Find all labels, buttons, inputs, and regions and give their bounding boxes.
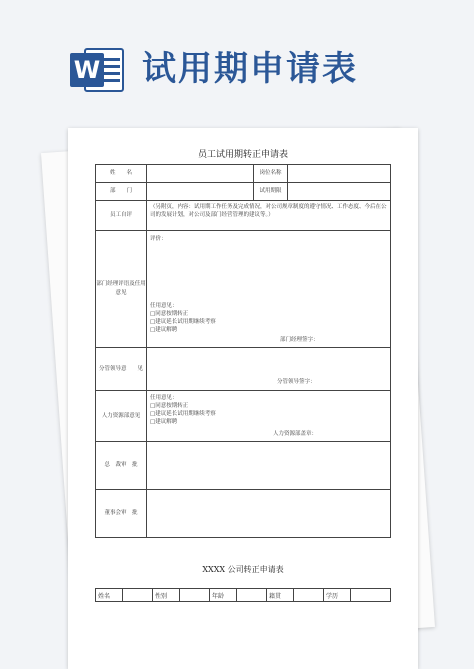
department-label: 部 门 [96,183,147,201]
period-value[interactable] [288,183,391,201]
word-icon [70,46,128,94]
sub-header-gender: 性别 [153,589,180,602]
position-label: 岗位名称 [254,165,288,183]
self-eval-note: （另附页，内容：试用期工作任务及完成情况，对公司规章制度的遵守情况、工作态度、今后在公司的发展计划，对公司及部门经营管理的建议等。） [147,201,391,231]
leader-sign: 分管领导签字： [277,379,316,385]
department-value[interactable] [147,183,254,201]
sub-header-age: 年龄 [210,589,237,602]
document-page [68,128,418,669]
dept-option-extend[interactable]: □建议延长试用期继续考察 [150,319,216,325]
document-title: 员工试用期转正申请表 [197,150,288,160]
sub-value-origin[interactable] [294,589,324,602]
hr-option-dismiss[interactable]: □建议解聘 [150,419,178,425]
hr-option-extend[interactable]: □建议延长试用期继续考察 [150,411,216,417]
hr-opinion-label: 任用意见： [150,395,178,401]
dept-manager-label: 部门经理评语及任用意见 [96,231,147,348]
sub-info-table [95,588,391,602]
ceo-label: 总 裁审 批 [96,442,147,490]
dept-manager-sign: 部门经理签字： [280,337,319,343]
hr-sign: 人力资源部盖章： [273,431,318,437]
dept-opinion-label: 任用意见： [150,303,178,309]
position-value[interactable] [288,165,391,183]
leader-cell[interactable] [147,348,391,391]
hr-option-approve[interactable]: □同意按期转正 [150,403,189,409]
self-eval-label: 员工自评 [96,201,147,231]
dept-option-dismiss[interactable]: □建议解聘 [150,327,178,333]
sub-header-name: 姓名 [96,589,123,602]
sub-value-age[interactable] [237,589,267,602]
banner [0,0,474,120]
application-form-table [95,164,391,538]
sub-value-gender[interactable] [180,589,210,602]
leader-label: 分管领导意 见 [96,348,147,391]
sub-value-name[interactable] [123,589,153,602]
sub-value-education[interactable] [351,589,391,602]
sub-header-origin: 籍贯 [267,589,294,602]
name-label: 姓 名 [96,165,147,183]
board-approval-cell[interactable] [147,490,391,538]
sub-header-education: 学历 [324,589,351,602]
name-value[interactable] [147,165,254,183]
hr-cell[interactable] [147,391,391,442]
board-label: 董事会审 批 [96,490,147,538]
ceo-approval-cell[interactable] [147,442,391,490]
word-icon-letter: W [70,53,104,87]
dept-manager-cell[interactable] [147,231,391,348]
banner-title: 试用期申请表 [142,49,358,89]
period-label: 试用期限 [254,183,288,201]
dept-comment-label: 评价： [150,236,167,242]
dept-option-approve[interactable]: □同意按期转正 [150,311,189,317]
hr-label: 人力资源部意见 [96,391,147,442]
footer-title: XXXX 公司转正申请表 [202,565,284,574]
